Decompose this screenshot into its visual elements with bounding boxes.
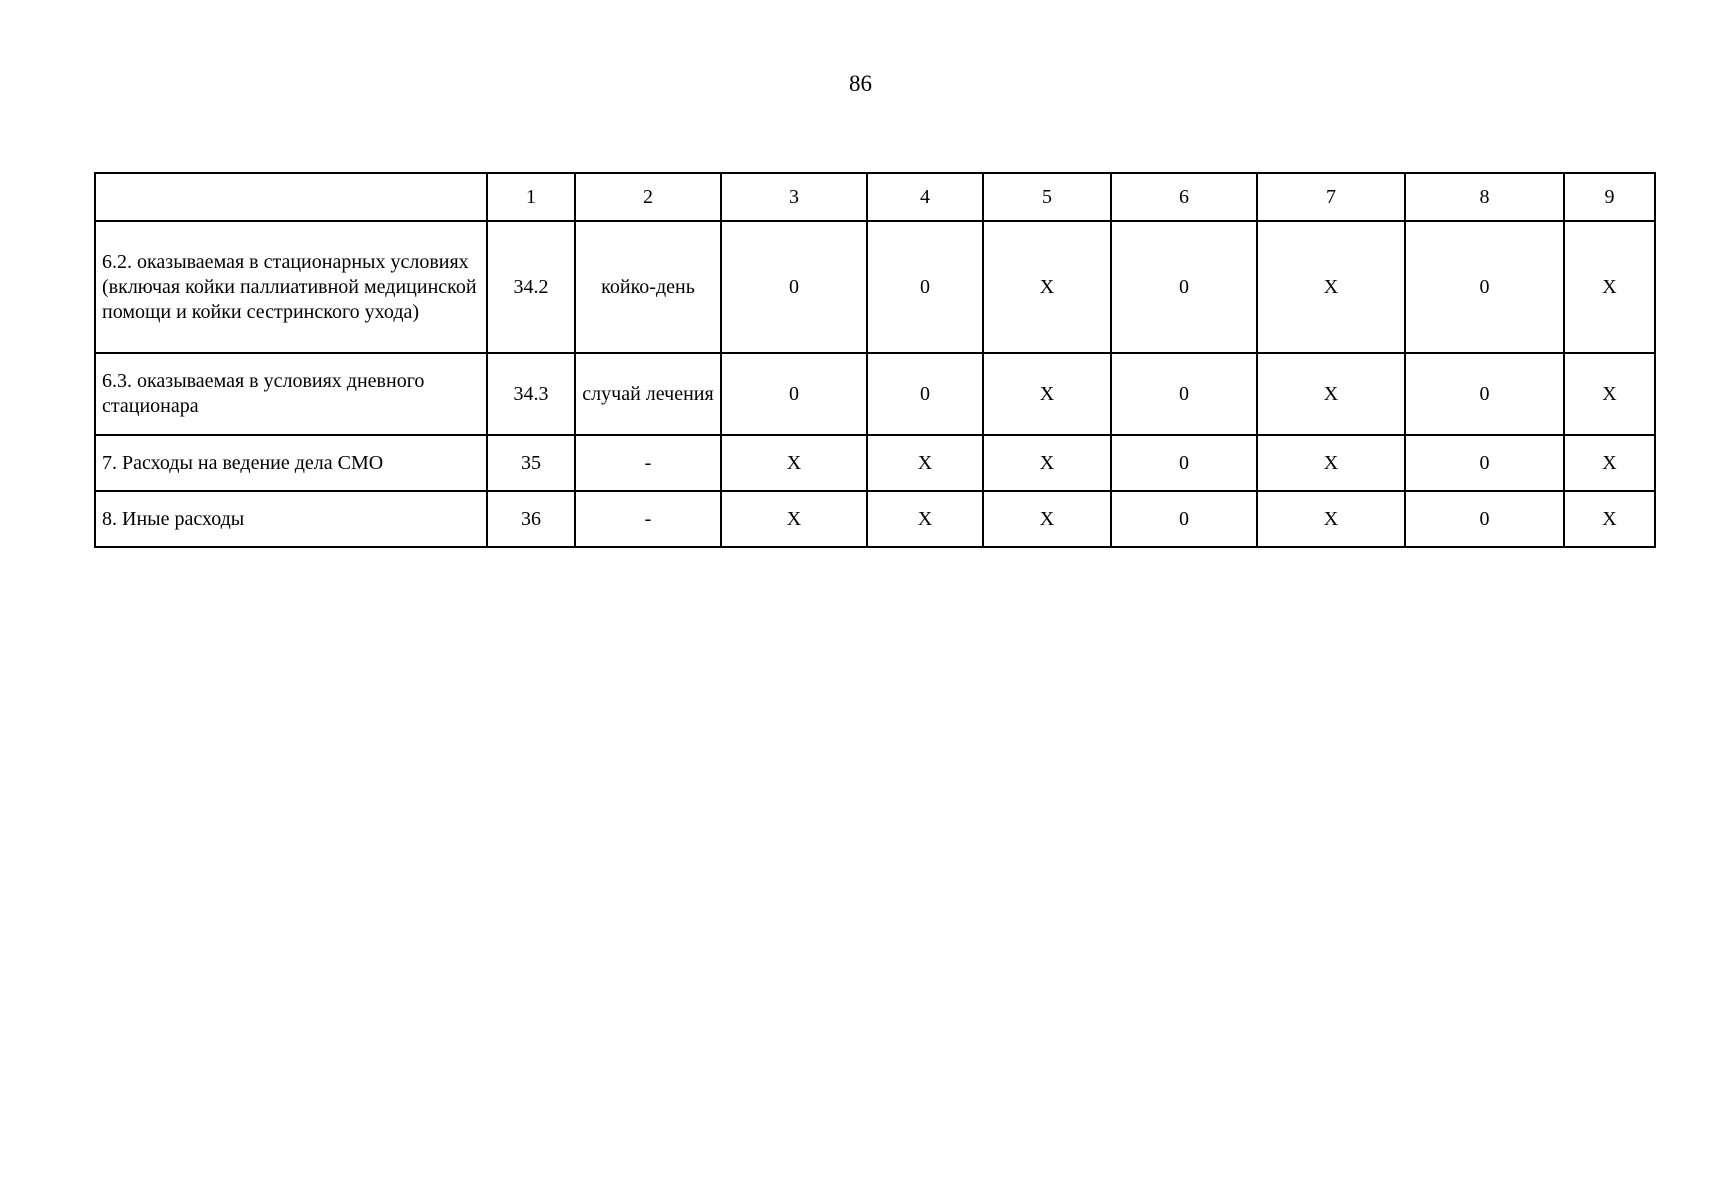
table-row <box>95 491 1655 547</box>
value-cell: 0 <box>721 221 867 353</box>
value-cell: X <box>1564 491 1655 547</box>
table-row <box>95 353 1655 435</box>
value-cell: X <box>1564 353 1655 435</box>
value-cell: 0 <box>1405 221 1564 353</box>
row-label: 6.2. оказываемая в стационарных условиях (включая койки паллиативной медицинской помощи и койки сестринского ухода) <box>95 221 487 353</box>
row-code: 35 <box>487 435 575 491</box>
value-cell: 0 <box>1111 491 1257 547</box>
value-cell: X <box>983 221 1111 353</box>
header-cell: 1 <box>487 173 575 221</box>
page-number: 86 <box>849 71 872 96</box>
header-cell <box>95 173 487 221</box>
row-unit: случай лечения <box>575 353 721 435</box>
row-code: 34.2 <box>487 221 575 353</box>
header-cell: 3 <box>721 173 867 221</box>
row-label: 7. Расходы на ведение дела СМО <box>95 435 487 491</box>
row-code: 34.3 <box>487 353 575 435</box>
value-cell: X <box>983 435 1111 491</box>
report-table <box>94 172 1656 548</box>
header-cell: 5 <box>983 173 1111 221</box>
value-cell: X <box>721 491 867 547</box>
value-cell: 0 <box>1111 353 1257 435</box>
header-cell: 4 <box>867 173 983 221</box>
value-cell: 0 <box>721 353 867 435</box>
value-cell: 0 <box>1405 353 1564 435</box>
value-cell: X <box>1257 353 1405 435</box>
row-label: 6.3. оказываемая в условиях дневного стационара <box>95 353 487 435</box>
value-cell: X <box>867 435 983 491</box>
header-cell: 7 <box>1257 173 1405 221</box>
row-unit: койко-день <box>575 221 721 353</box>
value-cell: 0 <box>1405 491 1564 547</box>
header-cell: 8 <box>1405 173 1564 221</box>
header-cell: 2 <box>575 173 721 221</box>
header-cell: 6 <box>1111 173 1257 221</box>
value-cell: 0 <box>1111 435 1257 491</box>
value-cell: 0 <box>867 221 983 353</box>
value-cell: 0 <box>867 353 983 435</box>
header-cell: 9 <box>1564 173 1655 221</box>
value-cell: X <box>1564 435 1655 491</box>
value-cell: X <box>867 491 983 547</box>
table-row <box>95 435 1655 491</box>
value-cell: X <box>1564 221 1655 353</box>
value-cell: X <box>1257 491 1405 547</box>
value-cell: X <box>721 435 867 491</box>
row-unit: - <box>575 491 721 547</box>
table-header-row <box>95 173 1655 221</box>
value-cell: 0 <box>1111 221 1257 353</box>
row-unit: - <box>575 435 721 491</box>
row-code: 36 <box>487 491 575 547</box>
value-cell: X <box>1257 221 1405 353</box>
row-label: 8. Иные расходы <box>95 491 487 547</box>
value-cell: X <box>983 491 1111 547</box>
table-row <box>95 221 1655 353</box>
value-cell: X <box>1257 435 1405 491</box>
value-cell: X <box>983 353 1111 435</box>
value-cell: 0 <box>1405 435 1564 491</box>
